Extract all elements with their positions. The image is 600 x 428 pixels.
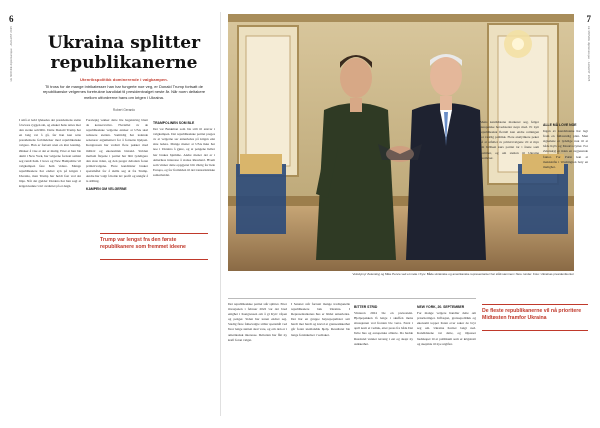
- page-number-left: 6: [9, 14, 14, 24]
- headline-line-2: republikanerne: [50, 53, 198, 73]
- body-column-4: [228, 302, 287, 414]
- column-subhead: KAMPEN OM VELGERNE: [86, 187, 127, 192]
- body-column-2: [86, 118, 148, 414]
- body-column-1: [19, 118, 81, 414]
- body-column-3: [153, 118, 215, 414]
- headline-line-1: Ukraina splitter: [47, 33, 201, 53]
- column-text: Vinteren 2024 ble en prøvestein. Hjelpepakken lå lenge i skuffen mens situasjonen ved fronten ble verre. Først i april kom et vedtak, etter press fra både Det hvite hus og europeiske allierte. Da hadde Russland vunnet terreng i øst og skapt ny usikkerhet.: [354, 311, 413, 346]
- article-byline: Robert Gerardo: [112, 108, 136, 112]
- article-kicker: Utenrikspolitikk dominerende i valgkampen.: [79, 77, 168, 82]
- column-subhead: NEW YORK, 20. SEPTEMBER: [417, 305, 465, 309]
- column-subhead: BITTER STRID: [354, 305, 378, 309]
- body-column-8: [480, 120, 539, 302]
- column-text: Ingen av kandidatene har lagt fram en fullstendig plan. Men signalene er tydelige nok til at både Kyiv og Moskva lytter. For Zelenskyj er tiden en avgjørende faktor. For Putin kan et maktskifte i Washington bety en mulighet.: [543, 129, 588, 169]
- column-text: Foreløpig vekker dette lite begeistring blant de konservative. Flertallet av de republikanske velgerne ønsker at USA skal redusere støtten. Samtidig har ledende senatorer argumentert for å fortsette hjelpen. Kongressen har vedtatt flere pakker med militær og økonomisk bistand. Striden mellom fløyene i partiet har blitt tydeligere den siste tiden, og den preger debatten foran primærvalgene. Flere kandidater bruker spørsmålet for å skille seg ut fra Trump. Andre har valgt å holde lav profil og unngår å ta stilling.: [86, 118, 148, 184]
- body-column-9: [543, 120, 588, 302]
- section-rule: [228, 298, 476, 299]
- pull-quote-rule-bottom: [482, 330, 588, 331]
- page-number-right: 7: [586, 14, 591, 24]
- body-column-6: [354, 302, 413, 414]
- column-subhead: ALLE MÅ LOVE NOE: [543, 123, 577, 127]
- column-text: For mange velgere handler dette om prioriteringer. Inflasjon, grensepolitikk og økonomi topper listen over saker de bryr seg om. Ukraina havner langt ned. Kandidatene vet dette, og tilpasser budskapet til et publikum som er krigstrøtt og skeptisk til nye utgifter.: [417, 311, 476, 346]
- pull-quote-rule-top: [100, 233, 208, 234]
- column-text: Det republikanske partiet står splittet. Etter invasjonen i februar 2022 var det bred enighet i Kongressen om å gi Kyiv våpen og penger. Siden har tonen endret seg. Stadig flere folkevalgte stiller spørsmål ved hvor lenge støtten skal vare, og om den er i amerikansk interesse. Debatten har fått ny kraft foran valget.: [228, 302, 287, 342]
- article-deck: Til tross for de mange intrikatesser han har fungerte noe veg, er Donald Trump fortsatt de republikanske velgernes foretrukne kandidat til presidentvalget neste år. Når noen deltakere mellom utfordrerne hans om krigen i Ukraina.: [42, 84, 206, 100]
- body-column-7: [417, 302, 476, 414]
- column-text: Det var Bankman som ble stilt til ansvar i valgkampen. Det republikanske partiet preges av at velgerne ser annerledes på krigen enn sine ledere. Mange mener at USA ikke har noe i Ukraina å gjøre, og at pengene heller bør brukes hjemme. Andre mener det er i Amerikas interesse å stanse Russland. Hvem som vinner dette oppgjøret blir viktig for hele Europa, og for fremtiden til det transatlantiske samarbeidet.: [153, 127, 215, 177]
- article-headline: [40, 33, 208, 73]
- masthead-left: LE MONDE diplomatique · AUGUST 2025: [10, 26, 13, 82]
- column-text: I Senatet står fortsatt mange tradisjonelle republikanere bak Ukraina. I Representantenes hus er bildet annerledes. Der har en gruppe høyrepopulister satt hardt mot hardt og krevd at grensesikkerhet går foran utenlandsk hjelp. Resultatet ble lange forsinkelser i vedtaket.: [291, 302, 350, 337]
- pull-quote-rule-top: [482, 304, 588, 305]
- column-text: Mens kandidatene markerer seg, følger europeiske hovedsteder nøye med. Et nytt republikansk flertall kan endre retningen for vestlig politikk. Flere analytikere peker på at utfallet av primærvalgene vil si mye om hvilken kurs partiet tar i årene som kommer, og om støtten til Ukraina overlever.: [480, 120, 539, 160]
- column-subhead: TRAMPOLINEN SOM BLE: [153, 121, 195, 125]
- photo-caption: Volodymyr Zelenskyj og Mike Pence ved et møte i Kyiv. Både ukrainske og amerikanske representanter har stått sammen i flere runder. Foto: Ukrainas presidentkontor: [352, 272, 574, 276]
- body-column-5: [291, 302, 350, 414]
- pull-quote-rule-bottom: [100, 259, 208, 260]
- pull-quote-left: Trump var lengst fra den første republikanere som fremmet ideene: [100, 237, 186, 250]
- page-gutter: [220, 12, 221, 416]
- pull-quote-right: De fleste republikanerne vil nå prioritere Midtøsten framfor Ukraina: [482, 308, 582, 321]
- column-text: I små et ledd lykkedes det presidentens støtte å bevare ryggen sin, og ønsket hans rettes mot den sterke selvtillit. Dette Donald Trump har en lang vei å gå, før han kan rette presidentens forbindelser med republikanske velgere. Han er fortsatt uten en klar løsning. Ønsker å vise at det er mulig. Etter at han ble dømt i New York, har velgerne fortsatt samlet seg rundt ham. I Iowa og New Hampshire vil valgkampen føre ham videre. Mange republikanere har endret syn på krigen i Ukraina, men Trump har holdt fast ved sin linje. Når det gjelder Ukraina har han sagt at krigen kunne vært avsluttet på et døgn.: [19, 118, 81, 189]
- masthead-right: LE MONDE diplomatique · AUGUST 2025: [587, 26, 590, 82]
